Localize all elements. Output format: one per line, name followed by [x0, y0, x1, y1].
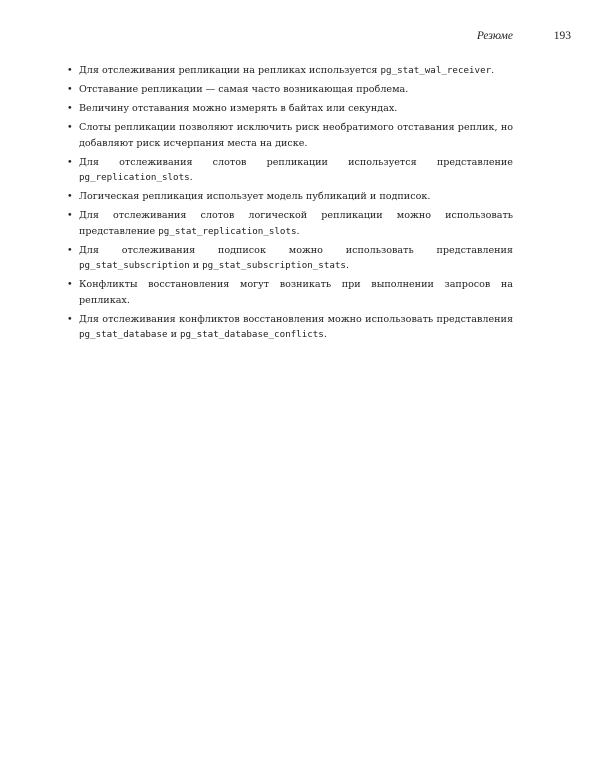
list-item [66, 155, 513, 186]
item-text: Слоты репликации позволяют исключить риск необратимого отставания реплик, но добавляют риск исчерпания места на диске. [79, 122, 513, 149]
item-text: Для отслеживания слотов репликации используется представление [79, 156, 513, 168]
list-item [66, 82, 513, 98]
item-text: . [323, 329, 327, 340]
list-item [66, 243, 513, 274]
list-item [66, 312, 513, 343]
item-text: Логическая репликация использует модель публикаций и подписок. [79, 191, 431, 202]
item-text: Для отслеживания репликации на репликах используется [79, 65, 381, 76]
list-item [66, 189, 513, 205]
summary-list [66, 63, 513, 346]
item-text: . [189, 172, 193, 183]
item-text: Для отслеживания подписок можно использовать представления [79, 244, 513, 256]
code-term: pg_stat_database [79, 329, 168, 340]
code-term: pg_stat_wal_receiver [380, 65, 492, 76]
section-title: Резюме [476, 30, 513, 42]
item-text: . [296, 225, 300, 237]
item-text: . [491, 65, 495, 76]
code-term: pg_stat_subscription [79, 260, 190, 271]
item-text: и [189, 260, 203, 271]
list-item [66, 277, 513, 308]
item-text: Для отслеживания конфликтов восстановления можно использовать представления [79, 313, 513, 325]
item-text: Для отслеживания слотов логической репликации можно использовать представление [79, 210, 513, 237]
item-text: и [167, 329, 181, 340]
item-text: Отставание репликации — самая часто возникающая проблема. [79, 84, 409, 95]
code-term: pg_stat_database_conflicts [180, 329, 324, 340]
code-term: pg_replication_slots [79, 172, 190, 183]
code-term: pg_stat_replication_slots [158, 225, 297, 237]
item-text: Конфликты восстановления могут возникать при выполнении запросов на репликах. [79, 279, 513, 306]
page-number: 193 [553, 30, 571, 42]
list-item [66, 101, 513, 117]
list-item [66, 63, 513, 79]
item-text: . [345, 260, 350, 271]
code-term: pg_stat_subscription_stats [202, 260, 346, 271]
list-item [66, 120, 513, 151]
running-head [0, 30, 600, 44]
list-item [66, 208, 513, 239]
item-text: Величину отставания можно измерять в байтах или секундах. [79, 103, 398, 114]
